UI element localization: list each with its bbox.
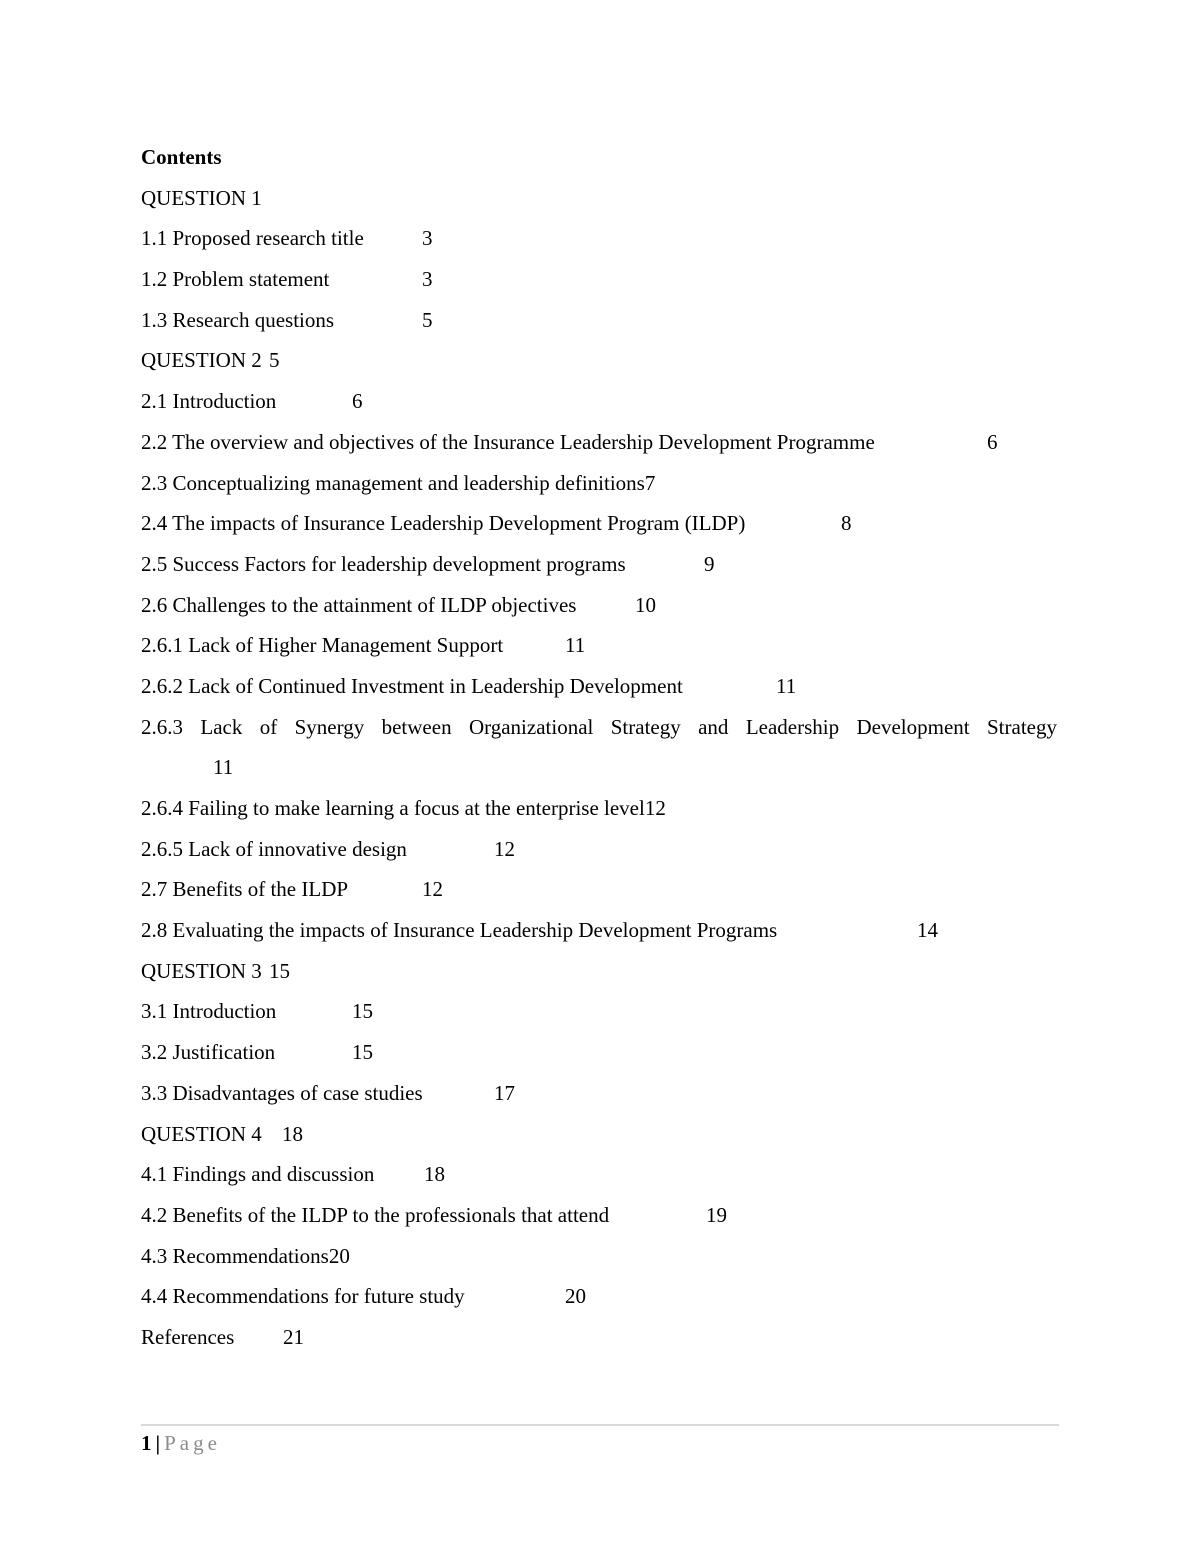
toc-page-number: 12 (644, 796, 666, 821)
toc-entry-text: QUESTION 1 (141, 185, 262, 210)
toc-page-number: 15 (352, 1040, 373, 1065)
toc-entry[interactable] (141, 1073, 1061, 1114)
toc-entry[interactable] (141, 1276, 1061, 1317)
toc-page-number: 19 (706, 1202, 727, 1227)
toc-entry[interactable] (141, 1032, 1061, 1073)
toc-page-number: 7 (644, 470, 656, 495)
toc-page-number: 11 (213, 755, 234, 780)
toc-entry[interactable] (141, 991, 1061, 1032)
toc-entry-text: 2.6 Challenges to the attainment of ILDP objectives (141, 592, 577, 617)
toc-entry[interactable] (141, 1236, 1061, 1277)
toc-entry[interactable] (141, 503, 1061, 544)
toc-entry-text: QUESTION 4 (141, 1121, 262, 1146)
toc-entry-text: 2.2 The overview and objectives of the Insurance Leadership Development Programme (141, 429, 875, 454)
toc-entry-text: 2.5 Success Factors for leadership development programs (141, 551, 626, 576)
toc-page-number: 14 (917, 918, 938, 943)
toc-page-number: 6 (987, 429, 998, 454)
toc-entry[interactable] (141, 463, 1061, 504)
toc-entry[interactable] (141, 300, 1061, 341)
toc-page-number: 21 (283, 1324, 304, 1349)
toc-page-number: 10 (635, 592, 656, 617)
footer-page-number: 1 (141, 1431, 152, 1455)
toc-heading: Contents (141, 145, 222, 169)
toc-entry-text: 2.6.5 Lack of innovative design (141, 836, 407, 861)
toc-entry[interactable] (141, 422, 1061, 463)
toc-entry-text: 2.6.4 Failing to make learning a focus at the enterprise level (141, 796, 645, 821)
toc-page-number: 8 (841, 511, 852, 536)
toc-page-number: 15 (269, 958, 290, 983)
toc-entry[interactable] (141, 829, 1061, 870)
toc-page-number: 17 (494, 1080, 515, 1105)
toc-page-number: 9 (704, 551, 715, 576)
toc-entry-text: 2.8 Evaluating the impacts of Insurance Leadership Development Programs (141, 918, 778, 943)
toc-entry-text: 2.4 The impacts of Insurance Leadership Development Program (ILDP) (141, 511, 746, 536)
toc-page-number: 3 (422, 267, 433, 292)
toc-page-number: 18 (424, 1162, 445, 1187)
toc-entry[interactable] (141, 178, 1061, 219)
toc-entry[interactable] (141, 259, 1061, 300)
toc-entry[interactable] (141, 869, 1061, 910)
toc-entry-text: 2.6.2 Lack of Continued Investment in Leadership Development (141, 673, 683, 698)
toc-page-number: 20 (565, 1284, 586, 1309)
toc-entry-text: 3.1 Introduction (141, 999, 277, 1024)
toc-entry[interactable] (141, 585, 1061, 626)
table-of-contents (141, 137, 1061, 1358)
toc-entry-text: 4.2 Benefits of the ILDP to the professionals that attend (141, 1202, 610, 1227)
toc-page-number: 20 (328, 1243, 350, 1268)
toc-page-number: 15 (352, 999, 373, 1024)
toc-entry[interactable] (141, 910, 1061, 951)
toc-entry[interactable] (141, 707, 1061, 788)
toc-page-number: 12 (422, 877, 443, 902)
toc-entry[interactable] (141, 381, 1061, 422)
toc-entry[interactable] (141, 625, 1061, 666)
toc-entry-text: 4.3 Recommendations (141, 1243, 329, 1268)
toc-entry-text: 4.4 Recommendations for future study (141, 1284, 465, 1309)
toc-entry[interactable] (141, 666, 1061, 707)
toc-page-number: 11 (776, 673, 797, 698)
toc-entry-text: 2.1 Introduction (141, 389, 277, 414)
toc-entry-text: 1.1 Proposed research title (141, 226, 364, 251)
toc-entry-text: 4.1 Findings and discussion (141, 1162, 375, 1187)
toc-entry[interactable] (141, 218, 1061, 259)
toc-page-number: 3 (422, 226, 433, 251)
toc-page-number: 6 (352, 389, 363, 414)
footer-page-label: Page (164, 1431, 221, 1455)
toc-entry[interactable] (141, 1317, 1061, 1358)
toc-entry-text: 2.7 Benefits of the ILDP (141, 877, 349, 902)
toc-entry-text: 2.6.3 Lack of Synergy between Organizational Strategy and Leadership Development Strategy (141, 714, 1057, 739)
toc-entry-text: 3.3 Disadvantages of case studies (141, 1080, 423, 1105)
toc-entry-text: 1.3 Research questions (141, 307, 335, 332)
toc-entry[interactable] (141, 340, 1061, 381)
footer-divider (141, 1424, 1059, 1426)
toc-page-number: 18 (282, 1121, 303, 1146)
toc-entry[interactable] (141, 1114, 1061, 1155)
toc-entry[interactable] (141, 1195, 1061, 1236)
page-footer (141, 1429, 221, 1457)
toc-entry[interactable] (141, 544, 1061, 585)
toc-entry-text: 3.2 Justification (141, 1040, 276, 1065)
toc-entry-text: References (141, 1324, 235, 1349)
toc-entry-text: QUESTION 3 (141, 958, 262, 983)
toc-page-number: 12 (494, 836, 515, 861)
toc-entry-text: 2.3 Conceptualizing management and leadership definitions (141, 470, 645, 495)
footer-separator: | (155, 1431, 161, 1455)
toc-entry-text: 1.2 Problem statement (141, 267, 330, 292)
toc-page-number: 5 (422, 307, 433, 332)
toc-entry-text: 2.6.1 Lack of Higher Management Support (141, 633, 504, 658)
toc-page-number: 11 (565, 633, 586, 658)
toc-entry[interactable] (141, 951, 1061, 992)
toc-page-number: 5 (269, 348, 280, 373)
toc-entry-text: QUESTION 2 (141, 348, 262, 373)
toc-entry[interactable] (141, 788, 1061, 829)
toc-entry[interactable] (141, 1154, 1061, 1195)
